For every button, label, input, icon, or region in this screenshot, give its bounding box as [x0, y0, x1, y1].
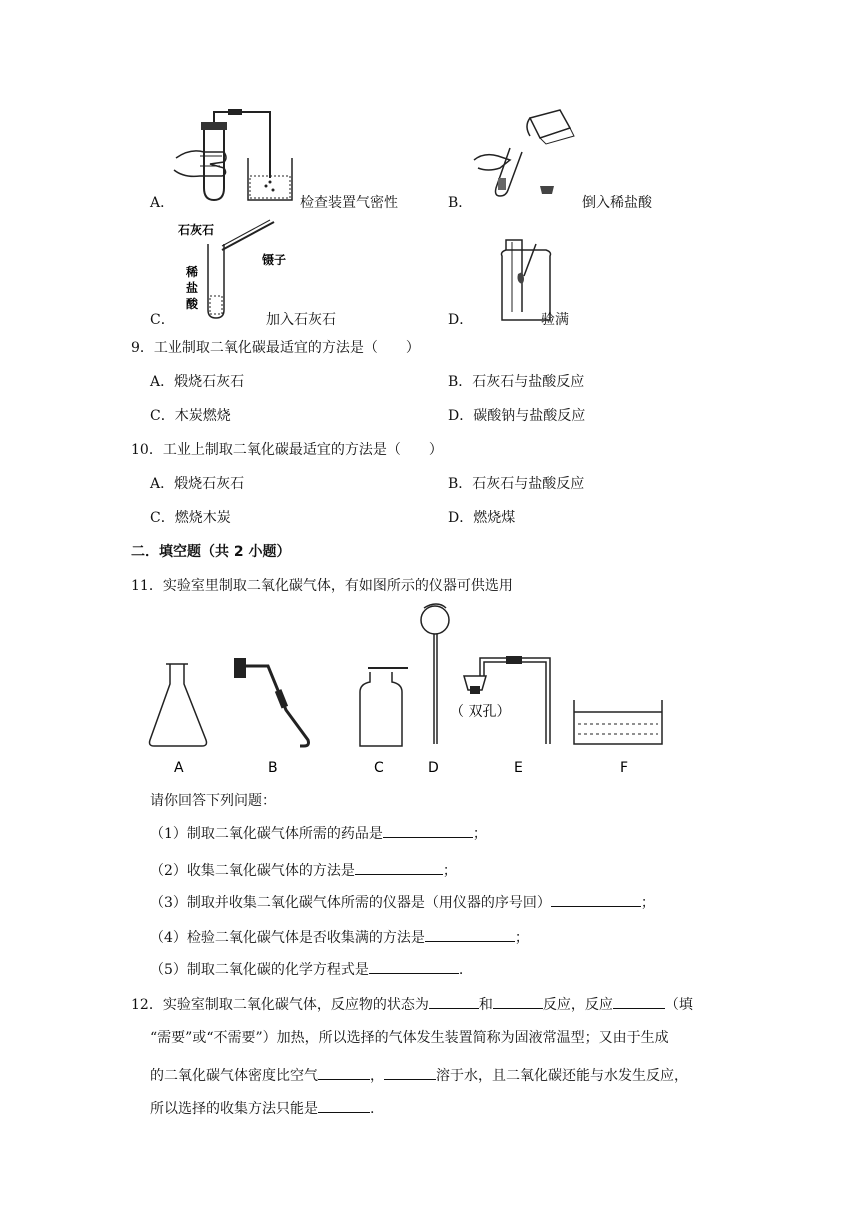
q11-stem: 11．实验室里制取二氧化碳气体，有如图所示的仪器可供选用: [131, 578, 513, 594]
label-limestone: 石灰石: [178, 223, 215, 237]
q11-sub-3-text: （3）制取并收集二氧化碳气体所需的仪器是（用仪器的序号回）: [150, 895, 551, 911]
apparatus-c-gas-jar: [360, 668, 408, 746]
option-b-text: 倒入稀盐酸: [582, 195, 652, 211]
answer-blank[interactable]: [493, 995, 543, 1009]
q12-line-1: [131, 995, 693, 1012]
apparatus-a-conical-flask: [150, 664, 207, 746]
q10-option-b: B．石灰石与盐酸反应: [448, 476, 585, 492]
figure-c-adding-limestone: [178, 220, 288, 320]
option-b: [448, 196, 472, 210]
answer-blank[interactable]: [425, 928, 515, 942]
q11-sub-1-end: ；: [472, 826, 487, 842]
apparatus-label-d: D: [428, 760, 439, 776]
double-hole-label: （ 双孔）: [450, 704, 511, 720]
q11-sub-4-text: （4）检验二氧化碳气体是否收集满的方法是: [150, 930, 425, 946]
option-d-letter: D．: [448, 312, 474, 328]
figure-b-pouring-acid: [470, 108, 580, 203]
apparatus-figure: [140, 600, 680, 780]
apparatus-f-water-trough: [574, 700, 662, 744]
q11-sub-1: [150, 824, 487, 841]
answer-blank[interactable]: [551, 893, 641, 907]
q11-sub-2: [150, 861, 457, 878]
label-acid-2: 盐: [186, 281, 199, 295]
apparatus-label-b: B: [268, 760, 278, 776]
q12-text: 12．实验室制取二氧化碳气体，反应物的状态为: [131, 997, 429, 1013]
apparatus-label-c: C: [374, 760, 384, 776]
q12-text: （填: [664, 997, 693, 1013]
option-b-letter: B．: [448, 195, 473, 211]
apparatus-b-bent-tube: [234, 658, 309, 746]
q9-option-d: D．碳酸钠与盐酸反应: [448, 408, 586, 424]
answer-blank[interactable]: [384, 1066, 436, 1080]
q11-sub-2-text: （2）收集二氧化碳气体的方法是: [150, 863, 355, 879]
q12-line-4: [150, 1099, 374, 1116]
figure-d-check-full: [496, 232, 556, 324]
q11-sub-3: [150, 893, 655, 910]
q11-sub-5-end: .: [458, 962, 464, 978]
q12-text: 的二氧化碳气体密度比空气: [150, 1068, 318, 1084]
option-c: [150, 313, 175, 327]
apparatus-label-e: E: [514, 760, 523, 776]
q11-sub-2-end: ；: [442, 863, 457, 879]
q12-text: 反应，反应: [542, 997, 613, 1013]
q10-option-a: A．煅烧石灰石: [150, 476, 245, 492]
q12-text: 溶于水，且二氧化碳还能与水发生反应，: [436, 1068, 688, 1084]
q9-option-c: C．木炭燃烧: [150, 408, 231, 424]
q9-option-a: A．煅烧石灰石: [150, 374, 245, 390]
apparatus-label-a: A: [174, 760, 184, 776]
q12-line-2: “需要”或“不需要”）加热，所以选择的气体发生装置简称为固液常温型；又由于生成: [150, 1030, 669, 1046]
option-a-text: 检查装置气密性: [300, 195, 398, 211]
q12-text: .: [370, 1101, 375, 1117]
apparatus-e-double-hole-stopper: [450, 656, 550, 744]
q12-line-3: [150, 1066, 688, 1083]
apparatus-label-f: F: [620, 760, 629, 776]
q11-prompt: 请你回答下列问题：: [150, 793, 276, 809]
answer-blank[interactable]: [613, 995, 665, 1009]
answer-blank[interactable]: [429, 995, 479, 1009]
option-d: [448, 313, 473, 327]
section-title: 二．填空题（共 2 小题）: [131, 544, 291, 560]
q9-option-b: B．石灰石与盐酸反应: [448, 374, 585, 390]
answer-blank[interactable]: [383, 824, 473, 838]
q11-sub-5-text: （5）制取二氧化碳的化学方程式是: [150, 962, 369, 978]
q12-text: ，: [370, 1068, 384, 1084]
option-d-text: 验满: [541, 312, 569, 328]
q11-sub-4-end: ；: [514, 930, 529, 946]
answer-blank[interactable]: [318, 1099, 370, 1113]
figure-a-airtightness-check: [170, 108, 300, 208]
option-c-letter: C．: [150, 312, 175, 328]
answer-blank[interactable]: [318, 1066, 370, 1080]
q12-text: 和: [478, 997, 493, 1013]
label-tweezers: 镊子: [262, 253, 287, 267]
q12-text: 所以选择的收集方法只能是: [150, 1101, 318, 1117]
q11-sub-3-end: ；: [640, 895, 655, 911]
label-acid-3: 酸: [186, 297, 199, 311]
q10-option-d: D．燃烧煤: [448, 510, 516, 526]
q11-sub-4: [150, 928, 529, 945]
answer-blank[interactable]: [369, 960, 459, 974]
q10-option-c: C．燃烧木炭: [150, 510, 231, 526]
q11-sub-5: [150, 960, 463, 977]
apparatus-d-long-funnel: [421, 604, 449, 744]
q11-sub-1-text: （1）制取二氧化碳气体所需的药品是: [150, 826, 383, 842]
label-acid-1: 稀: [186, 265, 199, 279]
option-a-letter: A．: [150, 195, 175, 211]
q10-stem: 10．工业上制取二氧化碳最适宜的方法是（ ）: [131, 442, 443, 458]
answer-blank[interactable]: [355, 861, 443, 875]
option-c-text: 加入石灰石: [266, 312, 336, 328]
q9-stem: 9．工业制取二氧化碳最适宜的方法是（ ）: [131, 340, 420, 356]
option-a: [150, 196, 174, 210]
